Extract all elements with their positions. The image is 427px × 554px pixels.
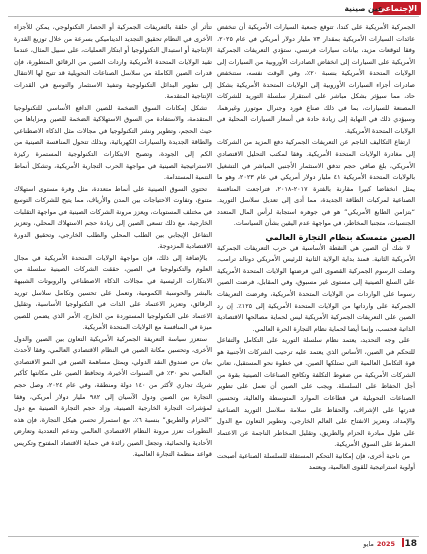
page-footer <box>0 532 427 554</box>
article-paragraph: بالإضافة إلى ذلك، فإن مواجهة الولايات المتحدة الأمريكية في مجال العلوم والتكنولوجيا في الصين، حققت الشركات الصينية سلسلة من الابتكارات الرئيسية في مجالات الذكاء الاصطناعي والروبوتات الشبيهة بالبشر والحوسبة الكمومية، وتعمل على تحسين وتكامل سلاسل توريد الرقائق، وتعزيز الاعتماد على الذات في التكنولوجيا الأساسية، وتقليل الاعتماد على التكنولوجيا المستوردة من الخارج، الأمر الذي يضمن للصين ميزة في المنافسة مع الولايات المتحدة الأمريكية. <box>14 253 212 332</box>
article-column-right <box>217 22 415 527</box>
header-divider <box>8 16 419 17</box>
article-paragraph: ستعزز سياسة التعريفة الجمركية الأمريكية التعاون بين الصين والدول الأخرى، وتحسين مكانة الصين في النظام الاقتصادي العالمي، وفقا لأحدث بيان من صندوق النقد الدولي، ويمثل مساهمة الصين في النمو الاقتصادي العالمي نحو ٣٠٪ في السنوات الأخيرة، وتحافظ الصين على مكانتها كأكبر شريك تجاري لأكثر من ١٤٠ دولة ومنطقة، وفي عام ٢٠٢٤، وصل حجم التجارة بين الصين ودول الآسيان إلى ٩٨٢ مليار دولار أمريكي، وفقا لمؤشرات التجارة الخارجية الصينية، وزاد حجم التجارة الصينية مع دول “الحزام والطريق” بنسبة ٦٪، مع استمرار تحسن هيكل التجارة، فإن هذه التطورات تعزز مرونة النظام الاقتصادي العالمي وتدعم التعددية وتعارض الأحادية والحمائية، وتجعل الصين رائدة في حماية الاقتصاد المفتوح وتكريس قواعد منظمة التجارة العالمية. <box>14 334 212 459</box>
article-paragraph: من ناحية أخرى، فإن إمكانية التحكم المستقلة للسلسلة الصناعية أصبحت أولوية استراتيجية للقوى العالمية، ويعتمد <box>217 451 415 472</box>
article-paragraph: تحتوي السوق الصينية على أنماط متعددة، مثل وفرة مستوى استهلاك متنوع، وتفاوت الاحتياجات بين المدن والأرياف، مما يتيح للشركات التوسع في مختلف المستويات، ويعزز مرونة الشركات الصينية في مواجهة التقلبات الخارجية، مع ذلك تسعى الصين إلى زيادة حجم الاستهلاك المحلي، وتعزيز التفاعل الإيجابي بين الطلب المحلي والطلب الخارجي، وتحقيق الدورة الاقتصادية المزدوجة. <box>14 184 212 251</box>
article-paragraph: ارتفاع التكاليف الناجم عن التعريفات الجمركية دفع المزيد من الشركات إلى مغادرة الولايات المتحدة الأمريكية. وفقا لمكتب التحليل الاقتصادي الأمريكي، بلغ صافي حجم تدفق الاستثمار الأجنبي المباشر في التشغيل بالولايات المتحدة الأمريكية ٤١ مليار دولار أمريكي في عام ٢٠٢٣، وهو ما يمثل انخفاضا كبيرا مقارنة بالفترة ٢٠١٧-٢٠١٨، فتراجعت المنافسة الصناعية لمركبات الطاقة الجديدة، مما أدى إلى تعديل سلاسل التوريد. “بتزامن الطابع الأمريكي” هو في جوهره استجابة لرأس المال المتعدد الجنسيات، متجنبا المخاطر، في مواجهة عدم اليقين بشأن السياسات. <box>217 138 415 228</box>
article-subheading: الصين متمسكة بنظام التجارة العالمي <box>265 231 415 242</box>
page-number-value: 18 <box>404 539 417 549</box>
article-paragraph: لا شك أن الصين هي النقطة الأساسية في حرب التعريفات الجمركية الأمريكية الثانية. فمنذ بداية الولاية الثانية للرئيس الأمريكي دونالد ترامب، وصلت الرسوم الجمركية القصوى التي فرضتها الولايات المتحدة الأمريكية على السلع الصينية إلى مستوى غير مسبوق، وفي المقابل، فرضت الصين رسوما على الواردات من الولايات المتحدة الأمريكية، وفرضت التعريفات الجمركية على وارداتها من الولايات المتحدة الأمريكية إلى ١٢٥٪. إن رد الصين على التعريفات الجمركية الأمريكية ليس لحماية مصالحها الاقتصادية الذاتية فحسب، وإنما أيضا لحماية نظام التجارة الحرة العالمي. <box>217 243 415 333</box>
issue-year: 2025 <box>376 540 395 548</box>
section-title: عين صينية <box>344 4 383 13</box>
article-column-left <box>14 22 212 527</box>
article-paragraph: تشكل إمكانات السوق الضخمة للصين الدافع الأساسي للتكنولوجيا المتقدمة، والاستفادة من السوق الاستهلاكية الضخمة للصين ومزاياها من حيث الحجم، وتطوير ونشر التكنولوجيا في مجالات مثل الذكاء الاصطناعي والطاقة الجديدة والسيارات الكهربائية، وبذلك تتحول المنافسة الصينية من الكم إلى الجودة، وتصبح الابتكارات التكنولوجية المستمرة ركيزة الاستراتيجية الصينية في مواجهة الحرب التجارية الأمريكية، وتشكل أنماط التنمية المستدامة. <box>14 103 212 182</box>
issue-date <box>363 539 395 549</box>
page-header <box>0 0 427 16</box>
article-paragraph: على وجه التحديد، يعتمد نظام سلسلة التوريد على التكامل والتفاعل للتحكم في الصين، الأساس الذي يعتمد عليه ترحيب الشركات الأجنبية هو قوة التكامل العالمية التي تمتلكها الصين. في خطوة نحو المستقبل، تعاني الشركات الأمريكية من ضغوط التكلفة وتكافح الصناعات الصينية بقوة من أجل الحفاظ على السلسلة. ويجب على الصين أن تعمل على تطوير الصناعات التحويلية في قطاعات الموارد المتوسطة والعالية، وتحسين قدرتها على الإشراف، والحفاظ على سلامة سلاسل التوريد الصناعية والإمداد، وتعزيز الانفتاح على العالم الخارجي، وتطوير التعاون مع الدول على طول مبادرة الحزام والطريق، وتقليل المخاطر الناجمة عن الاعتماد المفرط على السوق الأمريكية. <box>217 336 415 449</box>
article-paragraph: الجمركية الأمريكية على كندا، تتوقع جمعية السيارات الأمريكية أن تنخفض عائدات السيارات الأمريكية بمقدار ٧٣ مليار دولار أمريكي في عام ٢٠٢٥، وفقا لتوقعات مزيد، بيانات سيارات فرنسي، ستؤدي التعريفات الجمركية الأمريكية على السيارات إلى انخفاض الصادرات الأوروبية من السيارات إلى الولايات المتحدة الأمريكية بنسبة ٢٠٪، وفي الوقت نفسه، ستنخفض صادرات أجزاء السيارات الأوروبية إلى الولايات المتحدة الأمريكية بشكل حاد، مما سيؤثر بشكل مباشر على استقرار سلسلة التوريد للشركات المصنعة للسيارات، بما في ذلك صناع فورد وجنرال موتورز وغيرهما، وسيؤدي ذلك في النهاية إلى زيادة حادة في أسعار السيارات المحلية في الولايات المتحدة الأمريكية. <box>217 23 415 135</box>
article-paragraph: تتأثر أي حلقة بالتعريفات الجمركية أو الحصار التكنولوجي، يمكن للأجزاء الأخرى في النظام تحقيق التجديد الديناميكي بسرعة من خلال توزيع القدرة الإنتاجية أو استبدال التكنولوجيا أو ابتكار العمليات، على سبيل المثال، عندما تقيد الولايات المتحدة الأمريكية واردات الصين من الرقائق المتطورة، فإن قدرات الصين الكاملة من سلاسل الصناعات التحويلية قد تتيح لها الانتقال إلى تطوير البدائل التكنولوجية وتنفيذ الاستثمار والتوسع في القدرات الإنتاجية المتقدمة. <box>14 23 212 101</box>
page-number <box>399 538 417 550</box>
magazine-brand-badge: الإجتماعي <box>373 2 421 15</box>
issue-month: مايو <box>363 540 374 548</box>
